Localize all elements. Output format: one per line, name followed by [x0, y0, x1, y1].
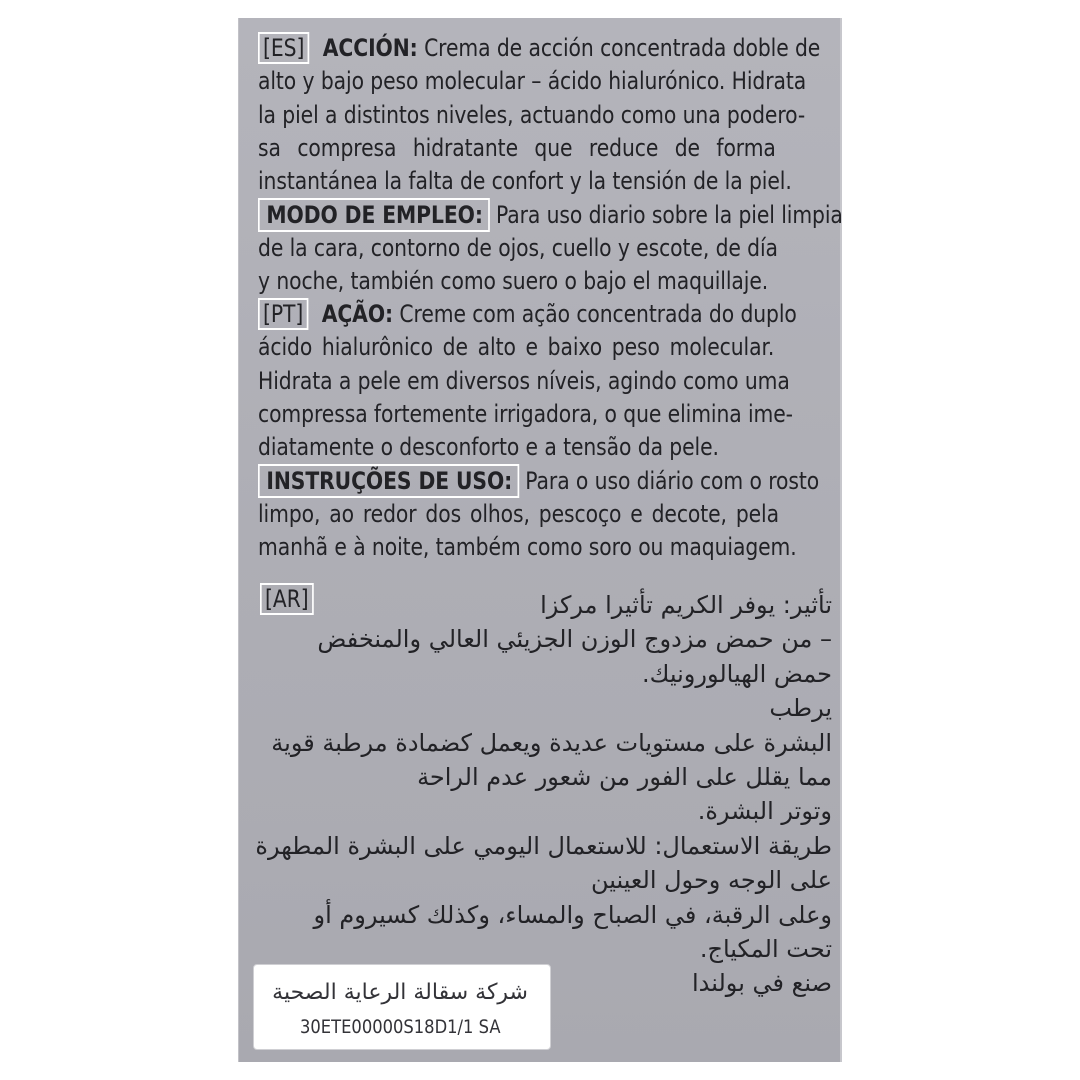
pt-action-line-4: compressa fortemente irrigadora, o que elimina ime-	[258, 399, 793, 428]
pt-action-line-5: diatamente o desconforto e a tensão da pele.	[258, 433, 719, 462]
portuguese-section	[258, 298, 820, 564]
ar-line-8: طريقة الاستعمال: للاستعمال اليومي على البشرة المطهرة	[255, 831, 832, 860]
ar-line-11: تحت المكياج.	[699, 934, 832, 963]
es-usage-line-2: de la cara, contorno de ojos, cuello y escote, de día	[258, 233, 778, 262]
ar-line-1: تأثير: يوفر الكريم تأثيرا مركزا	[540, 591, 832, 619]
pt-action-line-2: ácido hialurônico de alto e baixo peso molecular.	[258, 333, 775, 362]
pt-usage-line-3: manhã e à noite, também como soro ou maquiagem.	[258, 533, 797, 562]
es-usage-line-1: MODO DE EMPLEO: Para uso diario sobre la piel limpia	[258, 198, 744, 231]
ar-line-5: البشرة على مستويات عديدة ويعمل كضمادة مرطبة قوية	[271, 728, 832, 757]
ar-line-12: صنع في بولندا	[691, 969, 832, 998]
spanish-section	[258, 32, 843, 298]
sticker-company-name: شركة سقالة الرعاية الصحية	[272, 980, 528, 1005]
sticker-code: 30ETE00000S18D1/1 SA	[300, 1016, 501, 1038]
pt-action-line-1: [PT] AÇÃO: Creme com ação concentrada do duplo	[258, 298, 744, 331]
es-action-label: ACCIÓN:	[322, 34, 418, 62]
es-usage-line-3: y noche, también como suero o bajo el maquillaje.	[258, 267, 769, 296]
arabic-section	[255, 588, 832, 1001]
pt-usage-line-1: INSTRUÇÕES DE USO: Para o uso diário com o rosto	[258, 464, 744, 497]
ar-line-4: يرطب	[769, 694, 832, 723]
pt-usage-label: INSTRUÇÕES DE USO:	[258, 464, 519, 498]
pt-action-line-3: Hidrata a pele em diversos níveis, agindo como uma	[258, 366, 790, 395]
pt-usage-line-2: limpo, ao redor dos olhos, pescoço e decote, pela	[258, 499, 779, 528]
ar-line-6: مما يقلل على الفور من شعور عدم الراحة	[417, 762, 832, 791]
es-usage-label: MODO DE EMPLEO:	[258, 198, 490, 232]
importer-sticker	[253, 964, 551, 1050]
es-action-line-1: [ES] ACCIÓN: Crema de acción concentrada doble de	[258, 32, 744, 65]
es-action-line-3: la piel a distintos niveles, actuando como una podero-	[258, 100, 806, 129]
ar-line-2: – من حمض مزدوج الوزن الجزيئي العالي والمنخفض	[317, 625, 832, 654]
ar-line-7: وتوتر البشرة.	[697, 797, 832, 826]
es-action-line-4: sa compresa hidratante que reduce de forma	[258, 133, 776, 162]
ar-line-9: على الوجه وحول العينين	[590, 866, 832, 895]
ar-line-3: حمض الهيالورونيك.	[641, 659, 832, 688]
es-action-line-2: alto y bajo peso molecular – ácido hialurónico. Hidrata	[258, 67, 807, 96]
ar-line-10: وعلى الرقبة، في الصباح والمساء، وكذلك كسيروم أو	[313, 900, 832, 929]
es-lang-tag: [ES]	[258, 32, 309, 64]
pt-action-label: AÇÃO:	[321, 300, 394, 328]
pt-lang-tag: [PT]	[258, 298, 308, 330]
ar-lang-tag: [AR]	[260, 583, 314, 615]
es-action-line-5: instantánea la falta de confort y la tensión de la piel.	[258, 167, 792, 196]
